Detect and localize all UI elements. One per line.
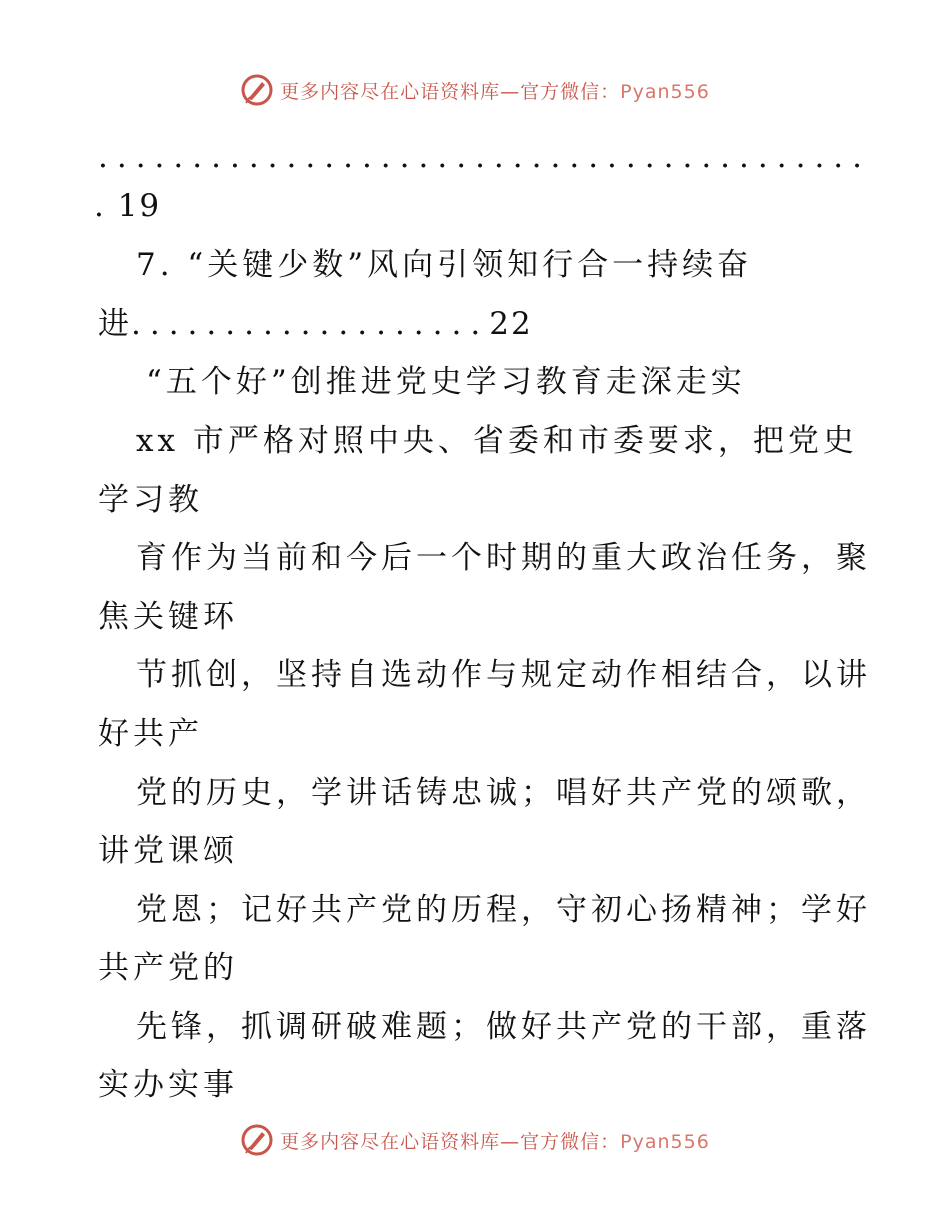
watermark-header bbox=[0, 70, 950, 110]
article-title: “五个好”创推进党史学习教育走深走实 bbox=[146, 364, 746, 400]
article-line: 学习教 bbox=[98, 482, 203, 518]
toc-item7-leader: ................... bbox=[131, 306, 490, 342]
article-line: 育作为当前和今后一个时期的重大政治任务，聚 bbox=[136, 540, 871, 576]
article-line: 党恩；记好共产党的历程，守初心扬精神；学好 bbox=[136, 892, 871, 928]
watermark-footer bbox=[0, 1120, 950, 1160]
article-line: 讲党课颂 bbox=[98, 833, 238, 869]
toc-item7-continuation bbox=[98, 304, 533, 344]
watermark-text: 更多内容尽在心语资料库—官方微信：Pyan556 bbox=[280, 80, 710, 103]
article-line: 党的历史，学讲话铸忠诚；唱好共产党的颂歌， bbox=[136, 775, 871, 811]
toc-item6-page: . 19 bbox=[94, 188, 162, 224]
article-line: 实办实事 bbox=[98, 1067, 238, 1103]
article-line: 共产党的 bbox=[98, 950, 238, 986]
quill-logo-icon bbox=[240, 1123, 274, 1157]
article-line: xx 市严格对照中央、省委和市委要求，把党史 bbox=[136, 423, 858, 459]
toc-dot-leader: ......................................... bbox=[98, 139, 872, 175]
article-line: 先锋，抓调研破难题；做好共产党的干部，重落 bbox=[136, 1009, 871, 1045]
watermark-text: 更多内容尽在心语资料库—官方微信：Pyan556 bbox=[280, 1130, 710, 1153]
toc-item7-tail: 进 bbox=[98, 306, 131, 342]
toc-item7-title: 7. “关键少数”风向引领知行合一持续奋 bbox=[136, 247, 753, 283]
toc-item7-page: 22 bbox=[489, 306, 533, 342]
article-line: 好共产 bbox=[98, 716, 203, 752]
quill-logo-icon bbox=[240, 73, 274, 107]
watermark-handle: Pyan556 bbox=[620, 80, 710, 103]
article-line: 焦关键环 bbox=[98, 599, 238, 635]
watermark-handle: Pyan556 bbox=[620, 1130, 710, 1153]
article-line: 节抓创，坚持自选动作与规定动作相结合，以讲 bbox=[136, 657, 871, 693]
